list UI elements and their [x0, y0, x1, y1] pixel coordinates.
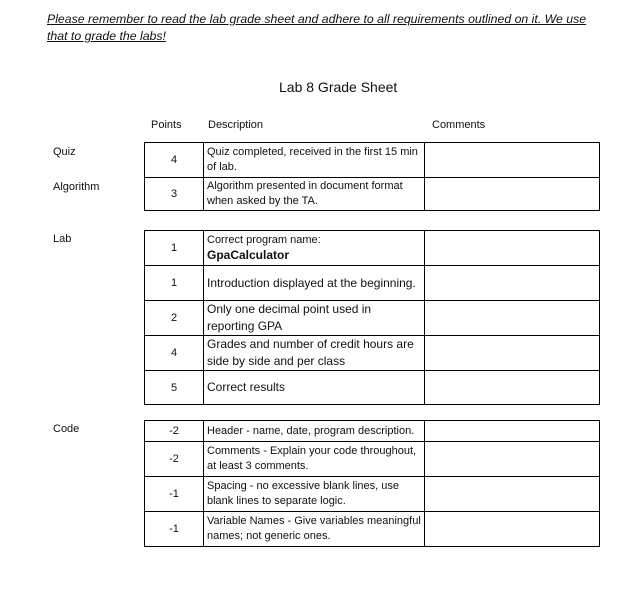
table-row: [145, 231, 600, 266]
code-row-comment-cell: [425, 477, 600, 512]
page-title: Lab 8 Grade Sheet: [279, 79, 398, 95]
quiz-section-label: Quiz: [53, 146, 76, 158]
table-row: [145, 512, 600, 547]
quiz-points: 4: [145, 143, 204, 178]
code-row-comment-cell: [425, 512, 600, 547]
algorithm-points: 3: [145, 178, 204, 211]
lab-row-description: Correct results: [204, 371, 425, 405]
code-table: [144, 420, 600, 547]
code-section-label: Code: [53, 423, 80, 435]
quiz-comment-cell: [425, 143, 600, 178]
code-row-comment-cell: [425, 442, 600, 477]
code-row-points: -1: [145, 512, 204, 547]
table-row: [145, 266, 600, 301]
requirements-notice: Please remember to read the lab grade sheet and adhere to all requirements outlined on it. We use that to grade the labs!: [47, 12, 587, 43]
code-row-description: Comments - Explain your code throughout, at least 3 comments.: [204, 442, 425, 477]
lab-row-points: 1: [145, 266, 204, 301]
points-column-header: Points: [151, 119, 182, 131]
table-row: [145, 371, 600, 405]
lab-row-points: 5: [145, 371, 204, 405]
code-row-points: -2: [145, 442, 204, 477]
lab-row-comment-cell: [425, 301, 600, 336]
lab-section-label: Lab: [53, 233, 72, 245]
lab-row-comment-cell: [425, 266, 600, 301]
lab-row-points: 4: [145, 336, 204, 371]
quiz-description: Quiz completed, received in the first 15 min of lab.: [204, 143, 425, 178]
table-row: [145, 178, 600, 211]
table-row: [145, 442, 600, 477]
lab-row-comment-cell: [425, 371, 600, 405]
code-row-points: -1: [145, 477, 204, 512]
table-row: [145, 143, 600, 178]
table-row: [145, 421, 600, 442]
lab-row-description: Only one decimal point used in reporting GPA: [204, 301, 425, 336]
lab-row-description: Grades and number of credit hours are side by side and per class: [204, 336, 425, 371]
lab-row-description: [204, 231, 425, 266]
code-row-comment-cell: [425, 421, 600, 442]
code-row-points: -2: [145, 421, 204, 442]
code-row-description: Spacing - no excessive blank lines, use blank lines to separate logic.: [204, 477, 425, 512]
lab-table: [144, 230, 600, 405]
table-row: [145, 336, 600, 371]
lab-row-points: 1: [145, 231, 204, 266]
code-row-description: Header - name, date, program description.: [204, 421, 425, 442]
table-row: [145, 301, 600, 336]
quiz-algorithm-table: [144, 142, 600, 211]
table-row: [145, 477, 600, 512]
algorithm-section-label: Algorithm: [53, 181, 100, 193]
lab-row-comment-cell: [425, 231, 600, 266]
algorithm-comment-cell: [425, 178, 600, 211]
lab-row-description: Introduction displayed at the beginning.: [204, 266, 425, 301]
lab-row-points: 2: [145, 301, 204, 336]
lab-row-description-text: Correct program name:: [207, 234, 321, 246]
description-column-header: Description: [208, 119, 264, 131]
comments-column-header: Comments: [432, 119, 486, 131]
lab-row-comment-cell: [425, 336, 600, 371]
algorithm-description: Algorithm presented in document format when asked by the TA.: [204, 178, 425, 211]
program-name: GpaCalculator: [207, 248, 290, 262]
code-row-description: Variable Names - Give variables meaningful names; not generic ones.: [204, 512, 425, 547]
